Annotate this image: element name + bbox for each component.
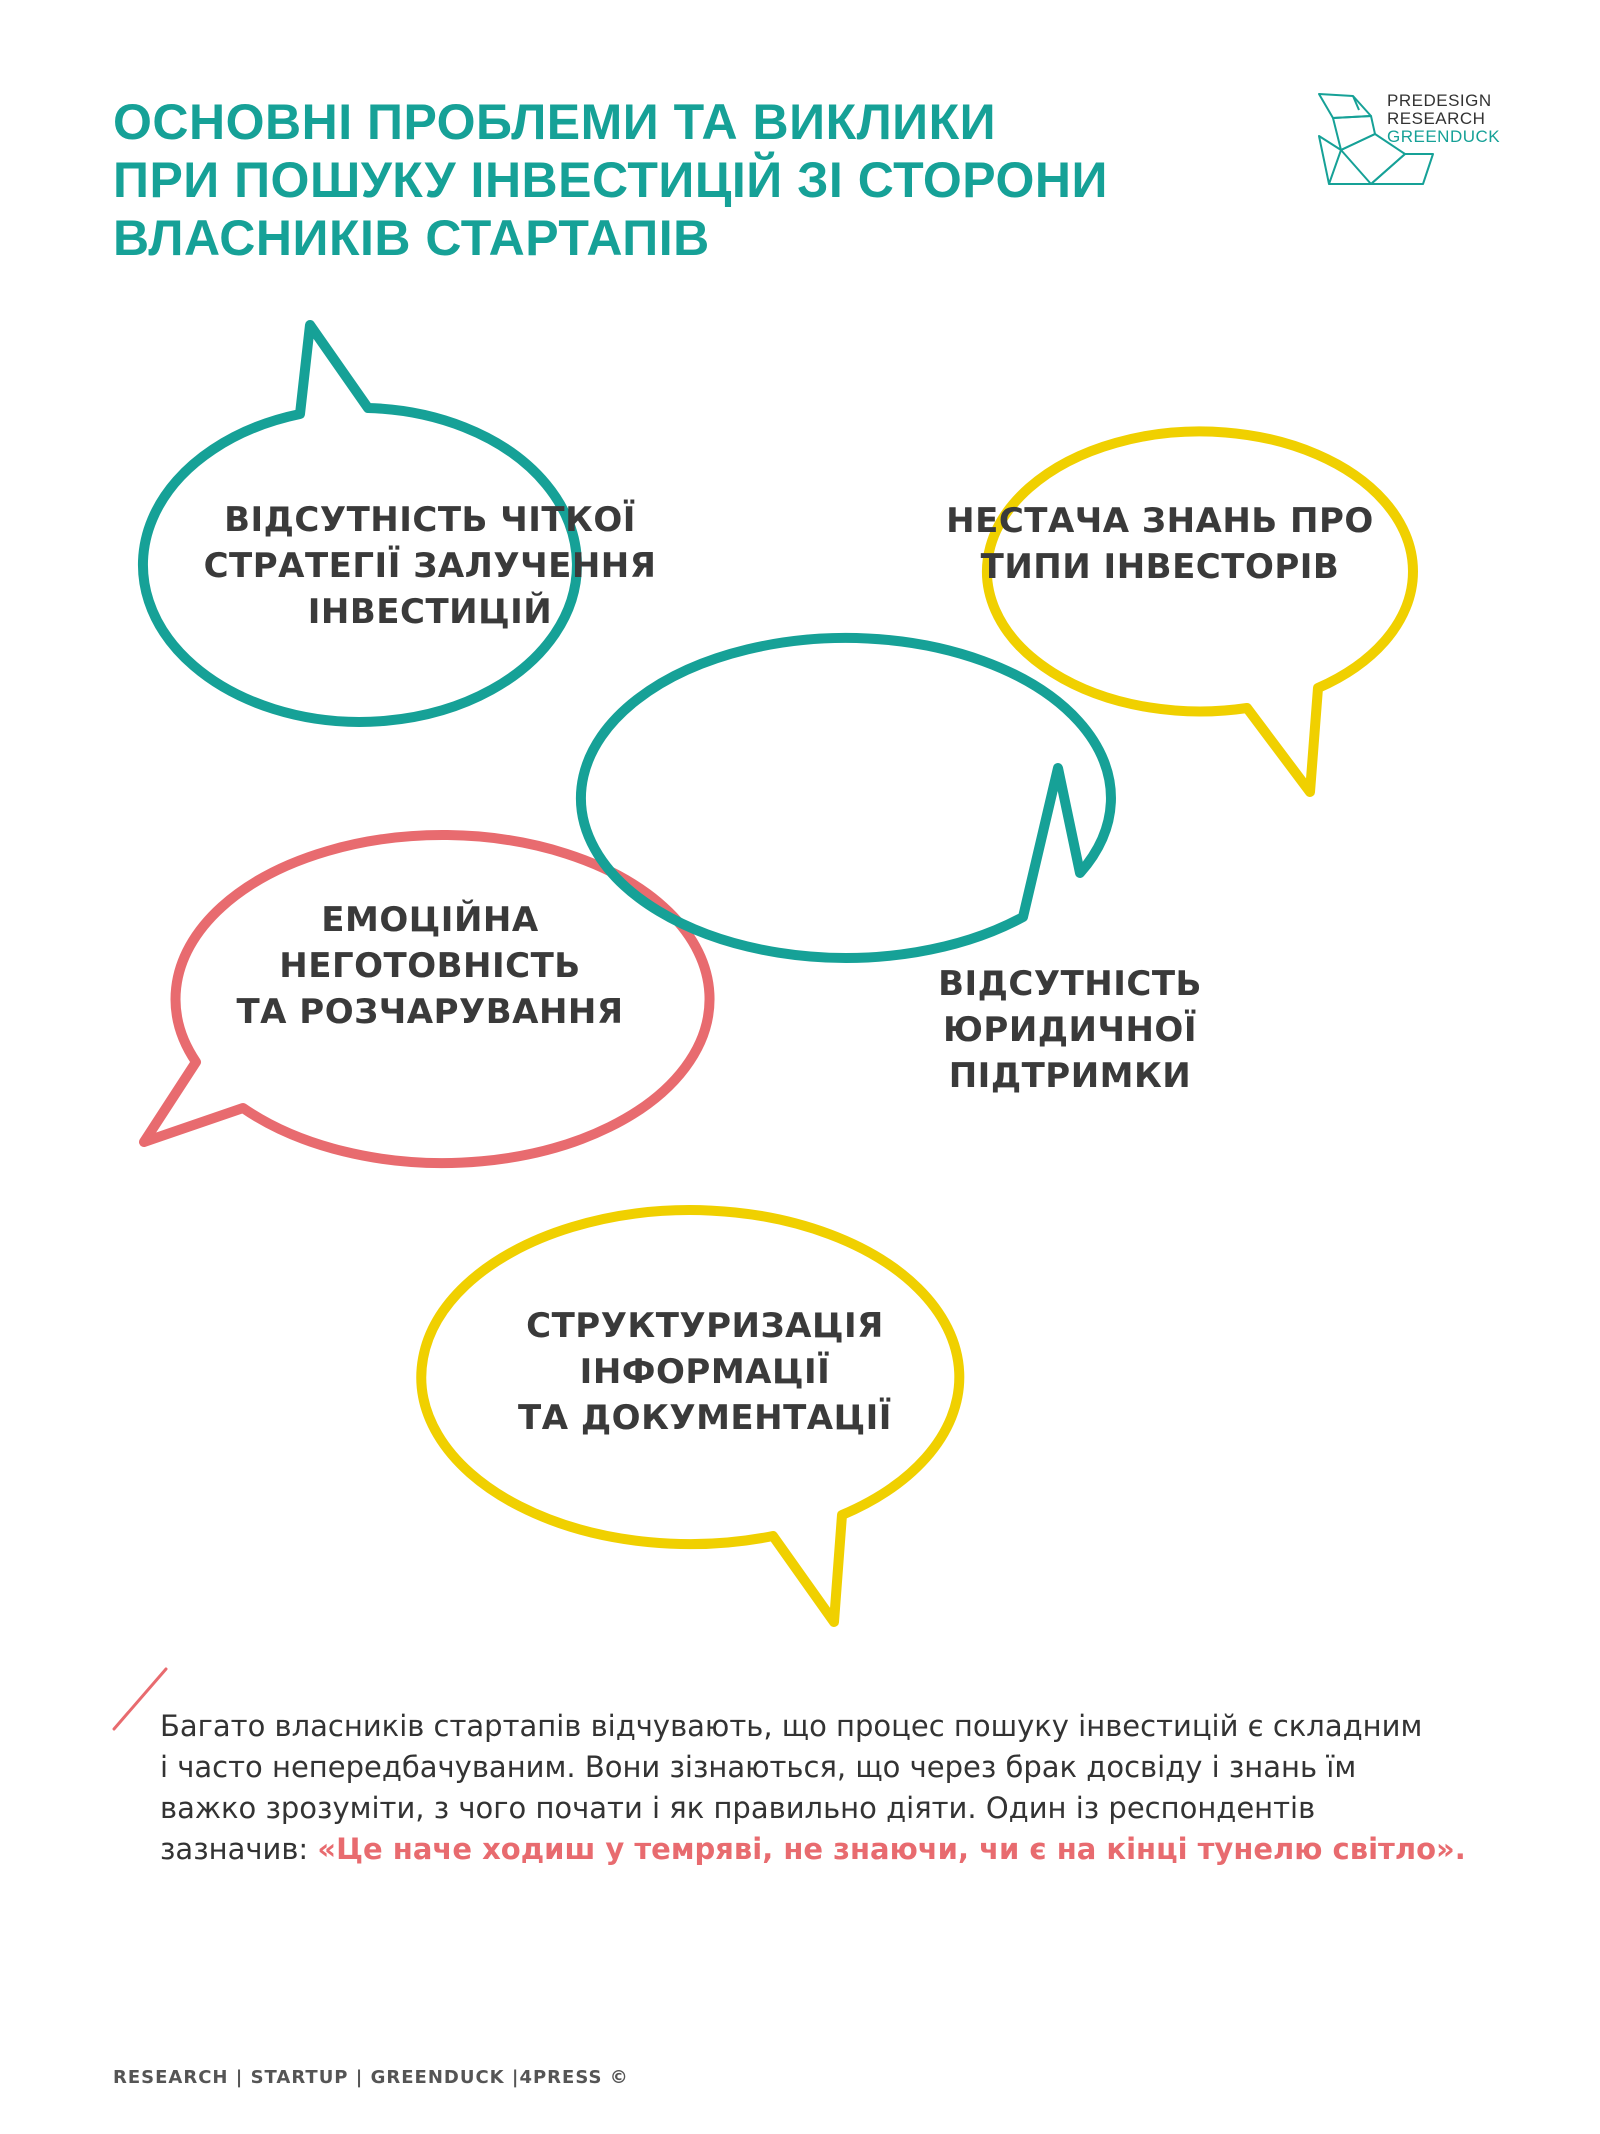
bubble-text-5 <box>480 1303 930 1441</box>
title-line: ВЛАСНИКІВ СТАРТАПІВ <box>113 210 710 266</box>
bubble-text-4 <box>870 961 1270 1099</box>
paragraph-prefix: зазначив: <box>160 1832 318 1866</box>
bubble-line: СТРАТЕГІЇ ЗАЛУЧЕННЯ <box>203 546 657 586</box>
bubble-line: ЮРИДИЧНОЇ <box>942 1010 1197 1050</box>
summary-paragraph <box>160 1706 1500 1870</box>
bubble-line: НЕСТАЧА ЗНАНЬ ПРО <box>946 501 1374 541</box>
bubble-line: ВІДСУТНІСТЬ <box>938 964 1202 1004</box>
paragraph-line: Багато власників стартапів відчувають, що процес пошуку інвестицій є складним <box>160 1709 1423 1743</box>
logo-line: GREENDUCK <box>1387 127 1501 146</box>
logo-line: PREDESIGN <box>1387 91 1492 110</box>
bubble-line: ІНФОРМАЦІЇ <box>579 1352 831 1392</box>
speech-bubble-2 <box>987 431 1413 792</box>
paragraph-line: важко зрозуміти, з чого почати і як правильно діяти. Один із респондентів <box>160 1791 1316 1825</box>
bubble-text-3 <box>180 897 680 1035</box>
logo-line: RESEARCH <box>1387 109 1486 128</box>
footer-credits: RESEARCH | STARTUP | GREENDUCK |4PRESS © <box>113 2067 629 2088</box>
bubble-line: ТИПИ ІНВЕСТОРІВ <box>980 547 1340 587</box>
bubble-line: ВІДСУТНІСТЬ ЧІТКОЇ <box>224 500 636 540</box>
respondent-quote: «Це наче ходиш у темряві, не знаючи, чи є на кінці тунелю світло». <box>317 1832 1466 1866</box>
paragraph-line: і часто непередбачуваним. Вони зізнаються, що через брак досвіду і знань їм <box>160 1750 1357 1784</box>
bubble-text-2 <box>940 498 1380 590</box>
bubble-line: ЕМОЦІЙНА <box>321 900 539 940</box>
bubble-line: СТРУКТУРИЗАЦІЯ <box>526 1306 884 1346</box>
bubble-line: ТА РОЗЧАРУВАННЯ <box>236 992 624 1032</box>
paragraph-last-line <box>160 1829 1500 1870</box>
title-line: ПРИ ПОШУКУ ІНВЕСТИЦІЙ ЗІ СТОРОНИ <box>113 152 1108 208</box>
bubble-line: ІНВЕСТИЦІЙ <box>307 592 553 632</box>
bubble-line: ПІДТРИМКИ <box>948 1056 1192 1096</box>
bubble-line: НЕГОТОВНІСТЬ <box>279 946 581 986</box>
bubble-text-1 <box>180 497 680 635</box>
title-line: ОСНОВНІ ПРОБЛЕМИ ТА ВИКЛИКИ <box>113 94 997 150</box>
bubble-line: ТА ДОКУМЕНТАЦІЇ <box>518 1398 892 1438</box>
